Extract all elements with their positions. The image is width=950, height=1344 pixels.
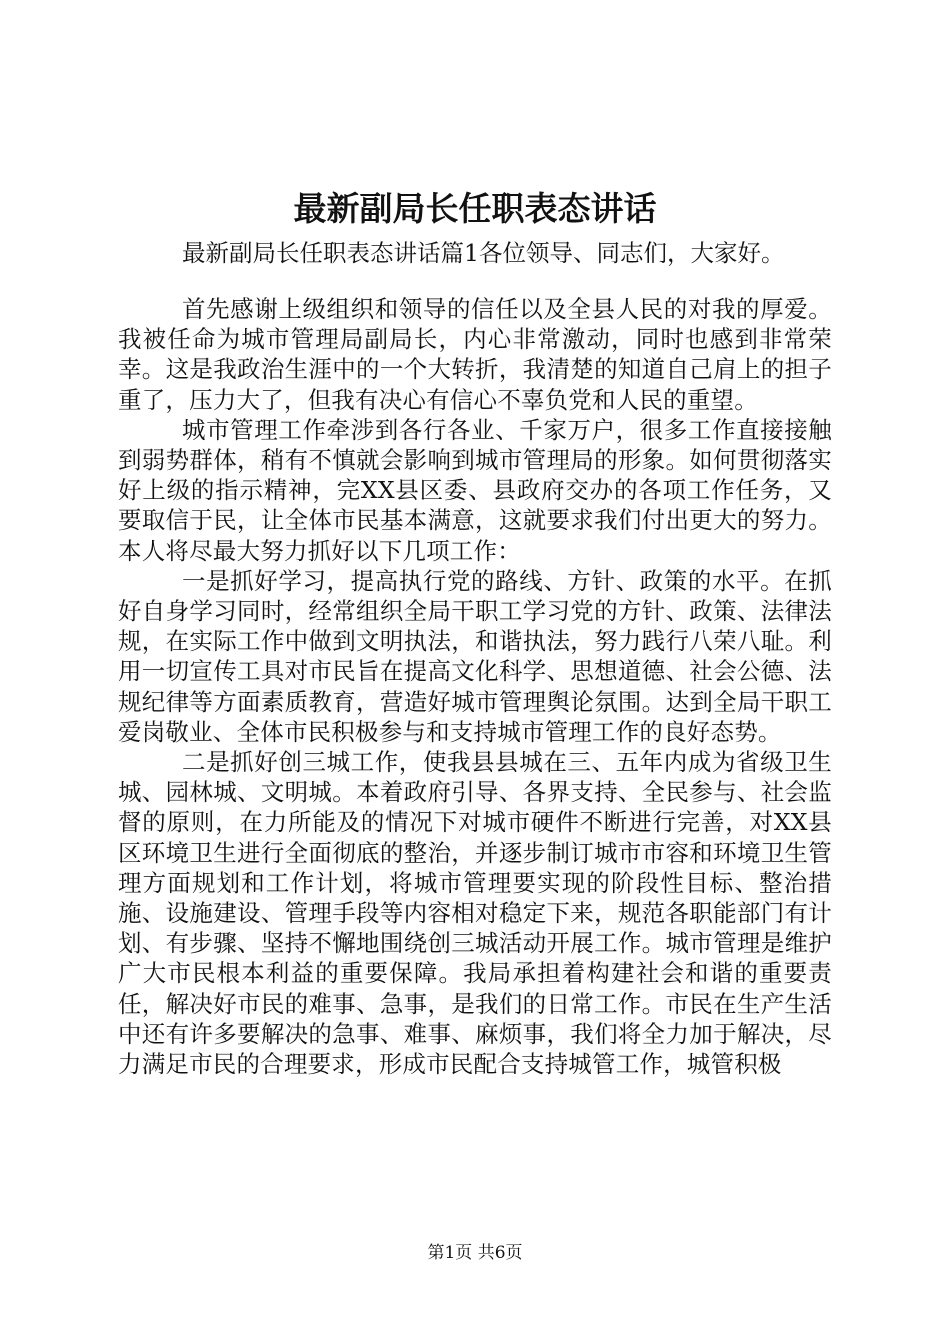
paragraph-4: 二是抓好创三城工作，使我县县城在三、五年内成为省级卫生城、园林城、文明城。本着政府引导、各界支持、全民参与、社会监督的原则，在力所能及的情况下对城市硬件不断进行完善，对XX县区环境卫生进行全面彻底的整治，并逐步制订城市市容和环境卫生管理方面规划和工作计划，将城市管理要实现的阶段性目标、整治措施、设施建设、管理手段等内容相对稳定下来，规范各职能部门有计划、有步骤、坚持不懈地围绕创三城活动开展工作。城市管理是维护广大市民根本利益的重要保障。我局承担着构建社会和谐的重要责任，解决好市民的难事、急事，是我们的日常工作。市民在生产生活中还有许多要解决的急事、难事、麻烦事，我们将全力加于解决，尽力满足市民的合理要求，形成市民配合支持城管工作，城管积极 xyxy=(118,748,832,1079)
paragraph-gap xyxy=(118,270,832,294)
page-number-footer: 第1页 共6页 xyxy=(427,1243,523,1263)
paragraph-3: 一是抓好学习，提高执行党的路线、方针、政策的水平。在抓好自身学习同时，经常组织全局干职工学习党的方针、政策、法律法规，在实际工作中做到文明执法，和谐执法，努力践行八荣八耻。利用一切宣传工具对市民旨在提高文化科学、思想道德、社会公德、法规纪律等方面素质教育，营造好城市管理舆论氛围。达到全局干职工爱岗敬业、全体市民积极参与和支持城市管理工作的良好态势。 xyxy=(118,566,832,746)
paragraph-2: 城市管理工作牵涉到各行各业、千家万户，很多工作直接接触到弱势群体，稍有不慎就会影响到城市管理局的形象。如何贯彻落实好上级的指示精神，完XX县区委、县政府交办的各项工作任务，又要取信于民，让全体市民基本满意，这就要求我们付出更大的努力。本人将尽最大努力抓好以下几项工作： xyxy=(118,415,832,565)
paragraph-1: 首先感谢上级组织和领导的信任以及全县人民的对我的厚爱。我被任命为城市管理局副局长，内心非常激动，同时也感到非常荣幸。这是我政治生涯中的一个大转折，我清楚的知道自己肩上的担子重了，压力大了，但我有决心有信心不辜负党和人民的重望。 xyxy=(118,295,832,414)
document-title: 最新副局长任职表态讲话 xyxy=(293,189,657,228)
intro-line: 最新副局长任职表态讲话篇1各位领导、同志们，大家好。 xyxy=(182,239,785,267)
document-body xyxy=(118,237,832,1079)
